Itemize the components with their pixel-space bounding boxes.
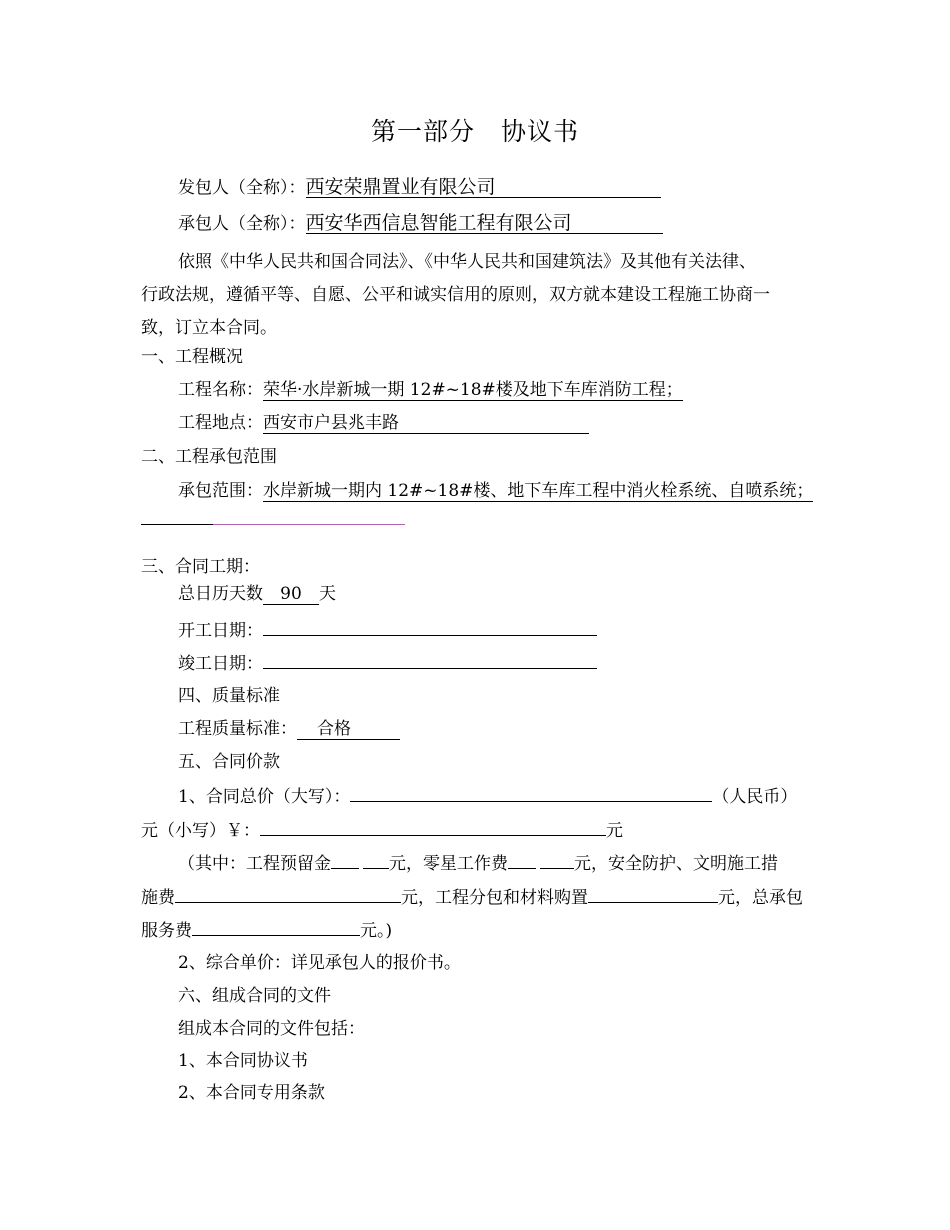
project-site-value: 西安市户县兆丰路 bbox=[263, 413, 589, 434]
project-name-line bbox=[178, 378, 683, 402]
preamble-line-3: 致，订立本合同。 bbox=[141, 318, 277, 338]
quality-line bbox=[178, 717, 400, 741]
safety-blank bbox=[175, 884, 401, 903]
preamble-line-1: 依照《中华人民共和国合同法》、《中华人民共和国建筑法》及其他有关法律、 bbox=[178, 252, 756, 272]
scope-blank-magenta bbox=[213, 506, 405, 525]
contractor-name: 西安华西信息智能工程有限公司 bbox=[306, 213, 663, 234]
section-4-heading: 四、质量标准 bbox=[178, 686, 280, 706]
section-5-heading: 五、合同价款 bbox=[178, 752, 280, 772]
document-item-1: 1、本合同协议书 bbox=[178, 1051, 308, 1071]
preamble-line-2: 行政法规，遵循平等、自愿、公平和诚实信用的原则，双方就本建设工程施工协商一 bbox=[141, 285, 770, 305]
safety-label: 元，安全防护、文明施工措 bbox=[574, 854, 778, 874]
start-date-label: 开工日期： bbox=[178, 621, 263, 641]
employer-label: 发包人（全称）： bbox=[178, 178, 306, 198]
start-date-line bbox=[178, 617, 597, 643]
reserve-blank-a bbox=[331, 850, 359, 869]
project-site-line bbox=[178, 411, 589, 435]
duration-label: 总日历天数 bbox=[178, 584, 263, 604]
total-price-blank bbox=[350, 783, 712, 802]
contractor-label: 承包人（全称）： bbox=[178, 214, 306, 234]
duration-value: 90 bbox=[263, 584, 319, 605]
document-item-2: 2、本合同专用条款 bbox=[178, 1083, 325, 1103]
contractor-line bbox=[178, 212, 663, 236]
page-title: 第一部分 协议书 bbox=[370, 117, 579, 146]
total-price-small-line bbox=[141, 817, 623, 843]
price-detail-line-1 bbox=[178, 850, 778, 876]
quality-label: 工程质量标准： bbox=[178, 719, 297, 739]
project-site-label: 工程地点： bbox=[178, 413, 263, 433]
start-date-blank bbox=[263, 617, 597, 636]
quality-value: 合格 bbox=[317, 719, 351, 739]
daywork-blank-b bbox=[540, 850, 574, 869]
small-amount-label: 元（小写）￥： bbox=[141, 821, 260, 841]
daywork-label: 元，零星工作费 bbox=[389, 854, 508, 874]
project-name-label: 工程名称： bbox=[178, 380, 263, 400]
section-1-heading: 一、工程概况 bbox=[141, 347, 243, 367]
total-price-line bbox=[178, 783, 797, 809]
reserve-label: （其中：工程预留金 bbox=[178, 854, 331, 874]
price-detail-line-2 bbox=[141, 884, 803, 910]
subcontract-blank bbox=[588, 884, 718, 903]
daywork-blank-a bbox=[508, 850, 536, 869]
rmb-label: （人民币） bbox=[712, 787, 798, 807]
subcontract-label: 元，工程分包和材料购置 bbox=[401, 888, 588, 908]
general-contract-label: 元，总承包 bbox=[718, 888, 803, 908]
scope-blank-black bbox=[141, 506, 213, 525]
scope-continuation-blank bbox=[141, 506, 405, 532]
duration-unit: 天 bbox=[319, 584, 336, 604]
section-6-heading: 六、组成合同的文件 bbox=[178, 986, 331, 1006]
unit-price-line: 2、综合单价：详见承包人的报价书。 bbox=[178, 953, 461, 973]
project-name-value: 荣华·水岸新城一期 12#~18#楼及地下车库消防工程； bbox=[263, 380, 683, 400]
yuan-label: 元 bbox=[606, 821, 623, 841]
duration-line bbox=[178, 582, 336, 606]
reserve-blank-b bbox=[363, 850, 389, 869]
service-fee-unit: 元。) bbox=[360, 921, 393, 941]
price-detail-line-3 bbox=[141, 917, 392, 943]
safety-label-cont: 施费 bbox=[141, 888, 175, 908]
section-3-heading: 三、合同工期： bbox=[141, 557, 260, 577]
service-fee-blank bbox=[192, 917, 360, 936]
scope-line bbox=[178, 479, 813, 503]
employer-line bbox=[178, 176, 661, 200]
scope-label: 承包范围： bbox=[178, 481, 263, 501]
scope-value: 水岸新城一期内 12#~18#楼、地下车库工程中消火栓系统、自喷系统； bbox=[263, 481, 814, 501]
small-amount-blank bbox=[260, 817, 606, 836]
documents-intro: 组成本合同的文件包括： bbox=[178, 1019, 365, 1039]
end-date-label: 竣工日期： bbox=[178, 654, 263, 674]
service-fee-label: 服务费 bbox=[141, 921, 192, 941]
employer-name: 西安荣鼎置业有限公司 bbox=[306, 177, 661, 198]
total-price-label: 1、合同总价（大写）： bbox=[178, 787, 351, 807]
quality-value-wrap bbox=[297, 719, 400, 740]
end-date-line bbox=[178, 650, 597, 676]
section-2-heading: 二、工程承包范围 bbox=[141, 447, 277, 467]
end-date-blank bbox=[263, 650, 597, 669]
